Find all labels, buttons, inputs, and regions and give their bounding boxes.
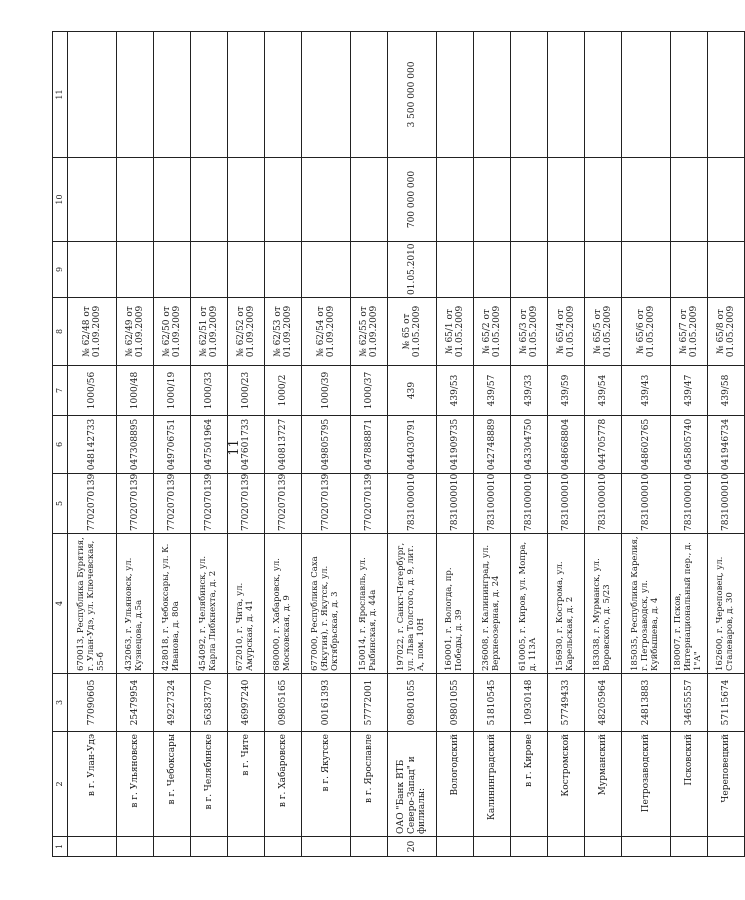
row-number-cell [265,837,302,857]
branch-name-cell: в г. Якутске [302,732,351,837]
branch-name-cell: в г. Ульяновске [117,732,154,837]
reg-number-cell: 439/53 [437,366,474,416]
reg-number-cell: 439/33 [511,366,548,416]
amount-cell [117,32,154,158]
date-cell [474,242,511,298]
amount-cell [265,32,302,158]
table-row [228,32,265,857]
date-cell [671,242,708,298]
table-row [351,32,388,857]
row-number-cell [302,837,351,857]
kpp-cell: 7831000010 [671,474,708,534]
branch-registry-table [52,31,745,857]
column-header: 4 [53,534,68,674]
address-cell: 197022, г. Санкт-Петербург, ул. Льва Толстого, д. 9, лит. А, пом. 10Н [388,534,437,674]
license-cell: № 62/54 от 01.09.2009 [302,298,351,366]
date-cell [117,242,154,298]
table-row [622,32,671,857]
address-cell: 672010, г. Чита, ул. Амурская, д. 41 [228,534,265,674]
table-row [154,32,191,857]
column-header: 7 [53,366,68,416]
license-cell: № 65/3 от 01.05.2009 [511,298,548,366]
amount-cell [191,32,228,158]
column-header: 2 [53,732,68,837]
table-row [191,32,228,857]
reg-number-cell: 439 [388,366,437,416]
capital-cell [117,158,154,242]
capital-cell [191,158,228,242]
kpp-cell: 7831000010 [585,474,622,534]
amount-cell [622,32,671,158]
bik-cell: 047888871 [351,416,388,474]
amount-cell [302,32,351,158]
okpo-cell: 48205964 [585,674,622,732]
capital-cell [302,158,351,242]
row-number-cell [191,837,228,857]
table-row [474,32,511,857]
bik-cell: 048602765 [622,416,671,474]
column-header: 3 [53,674,68,732]
reg-number-cell: 439/43 [622,366,671,416]
row-number-cell [68,837,117,857]
row-number-cell [437,837,474,857]
reg-number-cell: 1000/39 [302,366,351,416]
okpo-cell: 09801055 [437,674,474,732]
branch-name-cell: Вологодский [437,732,474,837]
table-row [511,32,548,857]
bik-cell: 043304750 [511,416,548,474]
row-number-cell [671,837,708,857]
address-cell: 236008, г. Калининград, ул. Верхнеозерная, д. 24 [474,534,511,674]
table-row [265,32,302,857]
address-cell: 677000, Республика Саха (Якутия), г. Якутск, ул. Октябрьская, д. 3 [302,534,351,674]
reg-number-cell: 439/57 [474,366,511,416]
bik-cell: 044030791 [388,416,437,474]
address-cell: 428018, г. Чебоксары, ул. К. Иванова, д. 80а [154,534,191,674]
column-header: 8 [53,298,68,366]
table-row [68,32,117,857]
branch-name-cell: в г. Улан-Удэ [68,732,117,837]
reg-number-cell: 439/47 [671,366,708,416]
branch-name-cell: в г. Челябинске [191,732,228,837]
amount-cell [708,32,745,158]
column-header: 10 [53,158,68,242]
branch-name-cell: Костромской [548,732,585,837]
license-cell: № 65/7 от 01.05.2009 [671,298,708,366]
okpo-cell: 57772001 [351,674,388,732]
row-number-cell: 20 [388,837,437,857]
address-cell: 160001, г. Вологда, пр. Победы, д. 39 [437,534,474,674]
kpp-cell: 7702070139 [351,474,388,534]
capital-cell [585,158,622,242]
address-cell: 156930, г. Кострома, ул. Карельская, д. 2 [548,534,585,674]
row-number-cell [117,837,154,857]
license-cell: № 65/5 от 01.05.2009 [585,298,622,366]
reg-number-cell: 1000/33 [191,366,228,416]
date-cell [511,242,548,298]
bik-cell: 048142733 [68,416,117,474]
address-cell: 454092, г. Челябинск, ул. Карла Либкнехта, д. 2 [191,534,228,674]
capital-cell [228,158,265,242]
date-cell [228,242,265,298]
bik-cell: 049706751 [154,416,191,474]
license-cell: № 65/1 от 01.05.2009 [437,298,474,366]
capital-cell [265,158,302,242]
capital-cell: 700 000 000 [388,158,437,242]
okpo-cell: 49227324 [154,674,191,732]
date-cell: 01.05.2010 [388,242,437,298]
reg-number-cell: 1000/23 [228,366,265,416]
capital-cell [68,158,117,242]
row-number-cell [548,837,585,857]
kpp-cell: 7831000010 [388,474,437,534]
branch-name-cell: в г. Хабаровске [265,732,302,837]
kpp-cell: 7831000010 [548,474,585,534]
amount-cell [548,32,585,158]
capital-cell [474,158,511,242]
date-cell [585,242,622,298]
okpo-cell: 46997240 [228,674,265,732]
row-number-cell [511,837,548,857]
branch-name-cell: ОАО "Банк ВТБ Северо-Запад" и филиалы: [388,732,437,837]
reg-number-cell: 1000/19 [154,366,191,416]
kpp-cell: 7831000010 [708,474,745,534]
date-cell [265,242,302,298]
okpo-cell: 10930148 [511,674,548,732]
okpo-cell: 25479954 [117,674,154,732]
okpo-cell: 34655557 [671,674,708,732]
column-header: 6 [53,416,68,474]
bik-cell: 042748889 [474,416,511,474]
amount-cell [437,32,474,158]
capital-cell [671,158,708,242]
table-row [437,32,474,857]
branch-name-cell: Псковский [671,732,708,837]
date-cell [708,242,745,298]
date-cell [302,242,351,298]
row-number-cell [154,837,191,857]
registry-table-page [52,32,736,857]
branch-name-cell: Череповецкий [708,732,745,837]
column-header: 9 [53,242,68,298]
kpp-cell: 7831000010 [511,474,548,534]
capital-cell [351,158,388,242]
table-row [708,32,745,857]
row-number-cell [351,837,388,857]
bik-cell: 047501964 [191,416,228,474]
kpp-cell: 7702070139 [154,474,191,534]
license-cell: № 62/50 от 01.09.2009 [154,298,191,366]
kpp-cell: 7702070139 [68,474,117,534]
table-row [302,32,351,857]
bik-cell: 041946734 [708,416,745,474]
table-row [117,32,154,857]
reg-number-cell: 439/54 [585,366,622,416]
capital-cell [708,158,745,242]
amount-cell [68,32,117,158]
page-number: 11 [226,439,242,456]
bik-cell: 049805795 [302,416,351,474]
row-number-cell [585,837,622,857]
date-cell [351,242,388,298]
address-cell: 432063, г. Ульяновск, ул. Кузнецова, д.5а [117,534,154,674]
amount-cell [474,32,511,158]
kpp-cell: 7831000010 [622,474,671,534]
kpp-cell: 7831000010 [474,474,511,534]
bik-cell: 044705778 [585,416,622,474]
row-number-cell [228,837,265,857]
kpp-cell: 7702070139 [191,474,228,534]
column-header: 5 [53,474,68,534]
okpo-cell: 09801055 [388,674,437,732]
license-cell: № 65 от 01.05.2009 [388,298,437,366]
capital-cell [437,158,474,242]
amount-cell [671,32,708,158]
reg-number-cell: 439/59 [548,366,585,416]
column-header: 1 [53,837,68,857]
address-cell: 162600, г. Череповец, ул. Сталеваров, д. 30 [708,534,745,674]
reg-number-cell: 1000/56 [68,366,117,416]
kpp-cell: 7702070139 [228,474,265,534]
address-cell: 680000, г. Хабаровск, ул. Московская, д. 9 [265,534,302,674]
table-row [585,32,622,857]
kpp-cell: 7831000010 [437,474,474,534]
kpp-cell: 7702070139 [302,474,351,534]
kpp-cell: 7702070139 [265,474,302,534]
table-row [548,32,585,857]
branch-name-cell: в г. Ярославле [351,732,388,837]
row-number-cell [474,837,511,857]
license-cell: № 62/49 от 01.09.2009 [117,298,154,366]
branch-name-cell: Петрозаводский [622,732,671,837]
okpo-cell: 00161393 [302,674,351,732]
address-cell: 150014, г. Ярославль, ул. Рыбинская, д. 44а [351,534,388,674]
reg-number-cell: 1000/2 [265,366,302,416]
bik-cell: 048668804 [548,416,585,474]
bik-cell: 045805740 [671,416,708,474]
okpo-cell: 57749433 [548,674,585,732]
reg-number-cell: 1000/37 [351,366,388,416]
date-cell [154,242,191,298]
amount-cell [154,32,191,158]
branch-name-cell: в г. Чите [228,732,265,837]
bik-cell: 040813727 [265,416,302,474]
table-row [388,32,437,857]
capital-cell [154,158,191,242]
amount-cell [585,32,622,158]
address-cell: 180007, г. Псков, Интернациональный пер., д. 1"А" [671,534,708,674]
bik-cell: 041909735 [437,416,474,474]
okpo-cell: 56383770 [191,674,228,732]
date-cell [68,242,117,298]
capital-cell [511,158,548,242]
license-cell: № 62/48 от 01.09.2009 [68,298,117,366]
license-cell: № 62/53 от 01.09.2009 [265,298,302,366]
license-cell: № 62/51 от 01.09.2009 [191,298,228,366]
okpo-cell: 51810545 [474,674,511,732]
okpo-cell: 57115674 [708,674,745,732]
bik-cell: 047308895 [117,416,154,474]
kpp-cell: 7702070139 [117,474,154,534]
column-header: 11 [53,32,68,158]
license-cell: № 62/52 от 01.09.2009 [228,298,265,366]
amount-cell [511,32,548,158]
reg-number-cell: 1000/48 [117,366,154,416]
license-cell: № 65/8 от 01.05.2009 [708,298,745,366]
date-cell [548,242,585,298]
address-cell: 670013, Республика Бурятия, г. Улан-Удэ, ул. Ключевская, 55-б [68,534,117,674]
reg-number-cell: 439/58 [708,366,745,416]
license-cell: № 65/2 от 01.05.2009 [474,298,511,366]
amount-cell [228,32,265,158]
okpo-cell: 77090605 [68,674,117,732]
amount-cell [351,32,388,158]
date-cell [191,242,228,298]
address-cell: 610005, г. Киров, ул. Мопра, д. 113А [511,534,548,674]
column-number-row [53,32,68,857]
address-cell: 185035, Республика Карелия, г. Петрозаводск, ул. Куйбышева, д. 4 [622,534,671,674]
row-number-cell [622,837,671,857]
address-cell: 183038, г. Мурманск, ул. Воровского, д. 5/23 [585,534,622,674]
license-cell: № 62/55 от 01.09.2009 [351,298,388,366]
okpo-cell: 24813883 [622,674,671,732]
date-cell [437,242,474,298]
date-cell [622,242,671,298]
capital-cell [622,158,671,242]
row-number-cell [708,837,745,857]
branch-name-cell: Мурманский [585,732,622,837]
bik-cell: 047601733 [228,416,265,474]
amount-cell: 3 500 000 000 [388,32,437,158]
table-row [671,32,708,857]
branch-name-cell: в г. Кирове [511,732,548,837]
license-cell: № 65/4 от 01.05.2009 [548,298,585,366]
okpo-cell: 09805165 [265,674,302,732]
license-cell: № 65/6 от 01.05.2009 [622,298,671,366]
capital-cell [548,158,585,242]
branch-name-cell: Калининградский [474,732,511,837]
branch-name-cell: в г. Чебоксары [154,732,191,837]
